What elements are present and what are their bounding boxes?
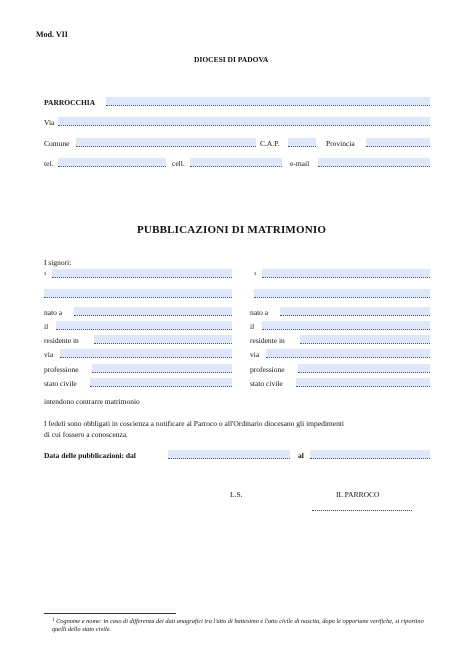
notice-line-2: di cui fossero a conoscenza. <box>44 430 128 439</box>
diocese-heading: DIOCESI DI PADOVA <box>194 55 269 64</box>
left-residente-field[interactable] <box>94 335 232 344</box>
left-name-field-2[interactable] <box>44 289 232 298</box>
right-professione-field[interactable] <box>298 364 430 373</box>
email-label: e-mail <box>290 159 310 168</box>
right-nato-field[interactable] <box>280 307 430 316</box>
right-via-field[interactable] <box>266 349 430 358</box>
cell-field[interactable] <box>190 158 282 167</box>
footnote-text <box>52 618 432 634</box>
document-title: PUBBLICAZIONI DI MATRIMONIO <box>137 224 327 236</box>
signature-line[interactable] <box>312 510 412 511</box>
via-label: Via <box>44 118 55 127</box>
right-stato-civile-field[interactable] <box>296 378 430 387</box>
provincia-field[interactable] <box>366 138 430 147</box>
signori-label: I signori: <box>44 258 72 267</box>
cell-label: cell. <box>172 159 185 168</box>
left-via-label: via <box>44 350 54 359</box>
left-stato-civile-field[interactable] <box>90 378 232 387</box>
footnote-lead: Cognome e nome <box>56 618 100 625</box>
left-nato-field[interactable] <box>74 307 232 316</box>
right-residente-label: residente in <box>250 336 285 345</box>
left-name-marker: ¹ <box>44 270 47 279</box>
left-il-label: il <box>44 322 49 331</box>
left-nato-label: nato a <box>44 308 63 317</box>
left-name-field[interactable] <box>52 269 232 278</box>
right-residente-field[interactable] <box>300 335 430 344</box>
intend-text: intendono contrarre matrimonio <box>44 397 140 406</box>
left-il-field[interactable] <box>56 321 232 330</box>
right-il-field[interactable] <box>262 321 430 330</box>
left-residente-label: residente in <box>44 336 79 345</box>
provincia-label: Provincia <box>326 139 355 148</box>
email-field[interactable] <box>318 158 430 167</box>
date-al-label: al <box>298 451 304 460</box>
tel-field[interactable] <box>58 158 166 167</box>
date-from-field[interactable] <box>168 450 290 459</box>
cap-label: C.A.P. <box>260 139 280 148</box>
footnote-separator <box>44 613 176 614</box>
right-stato-civile-label: stato civile <box>250 379 283 388</box>
left-via-field[interactable] <box>60 349 232 358</box>
dates-label: Data delle pubblicazioni: dal <box>44 451 136 460</box>
comune-label: Comune <box>44 139 70 148</box>
footnote-marker: 1 <box>52 618 55 623</box>
right-professione-label: professione <box>250 365 285 374</box>
cap-field[interactable] <box>288 138 316 147</box>
notice-line-1: I fedeli sono obbligati in coscienza a notificare al Parroco o all'Ordinario diocesano gli impedimenti <box>44 419 345 428</box>
parrocchia-field[interactable] <box>106 97 430 106</box>
right-il-label: il <box>250 322 255 331</box>
model-code: Mod. VII <box>36 30 68 39</box>
left-stato-civile-label: stato civile <box>44 379 77 388</box>
seal-label: L.S. <box>230 490 243 499</box>
parrocchia-label: PARROCCHIA <box>44 98 96 107</box>
comune-field[interactable] <box>76 138 256 147</box>
left-professione-label: professione <box>44 365 79 374</box>
right-nato-label: nato a <box>250 308 269 317</box>
left-professione-field[interactable] <box>92 364 232 373</box>
right-name-field-2[interactable] <box>254 289 430 298</box>
date-to-field[interactable] <box>310 450 430 459</box>
right-name-marker: ¹ <box>254 270 257 279</box>
right-name-field[interactable] <box>262 269 430 278</box>
footnote-body: : in caso di differenza dei dati anagrafici tra l'atto di battesimo e l'atto civile di nascita, dopo le opportune verifiche, si riportino quelli dello stato civile. <box>52 618 424 633</box>
tel-label: tel. <box>44 159 54 168</box>
parroco-label: IL PARROCO <box>336 490 380 499</box>
via-field[interactable] <box>58 117 430 126</box>
right-via-label: via <box>250 350 260 359</box>
